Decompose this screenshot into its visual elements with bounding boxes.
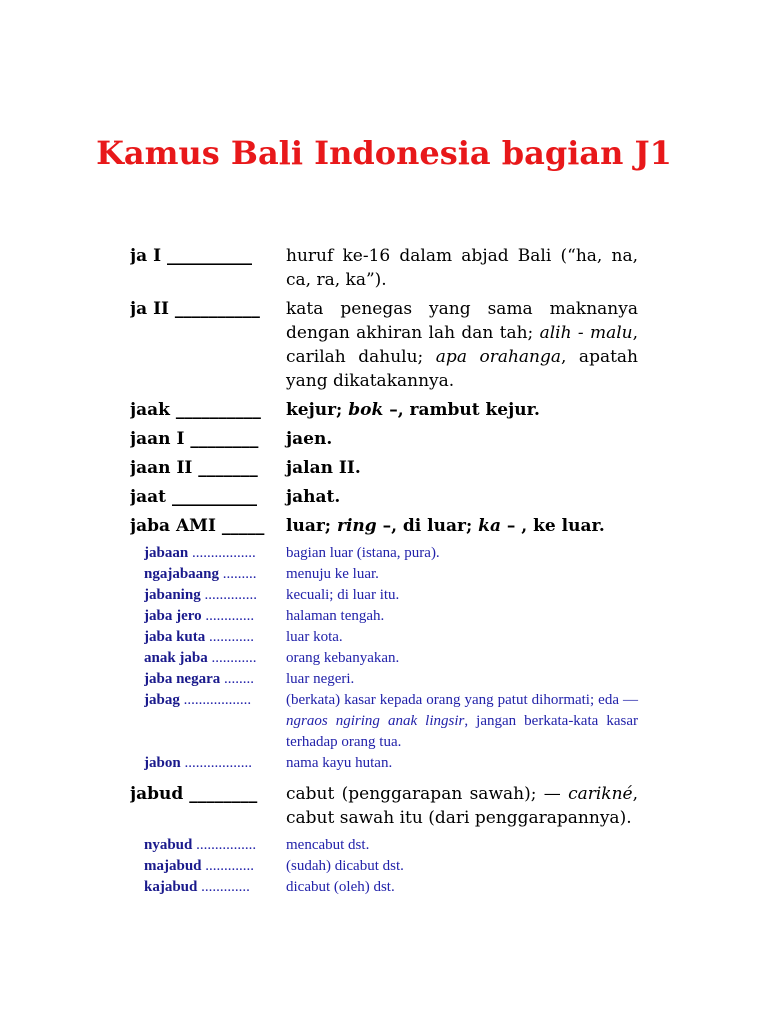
entry-headword: ja II __________ bbox=[130, 299, 260, 319]
entry-headword: jabud ________ bbox=[130, 784, 258, 804]
page-title: Kamus Bali Indonesia bagian J1 bbox=[96, 134, 672, 172]
sub-entry-definition: nama kayu hutan. bbox=[286, 755, 393, 771]
sub-entry bbox=[144, 856, 638, 877]
sub-entry-definition: orang kebanyakan. bbox=[286, 650, 400, 666]
dictionary-entry bbox=[130, 427, 638, 451]
sub-entry-definition: (sudah) dicabut dst. bbox=[286, 858, 404, 874]
dictionary-entry bbox=[130, 514, 638, 538]
sub-entry bbox=[144, 669, 638, 690]
entry-definition: jahat. bbox=[286, 487, 341, 507]
sub-entry bbox=[144, 627, 638, 648]
entry-definition: jalan II. bbox=[286, 458, 361, 478]
sub-entry-definition: halaman tengah. bbox=[286, 608, 385, 624]
entry-headword: jaak __________ bbox=[130, 400, 261, 420]
sub-entry-headword: jaba kuta ............ bbox=[144, 629, 255, 645]
sub-entry bbox=[144, 585, 638, 606]
sub-entry bbox=[144, 543, 638, 564]
sub-entry bbox=[144, 648, 638, 669]
sub-entry-definition: mencabut dst. bbox=[286, 837, 370, 853]
sub-entry-headword: jabaning .............. bbox=[144, 587, 257, 603]
dictionary-entry bbox=[130, 485, 638, 509]
dictionary-entry bbox=[130, 398, 638, 422]
entry-definition: kejur; bok –, rambut kejur. bbox=[286, 400, 540, 420]
sub-entry-headword: ngajabaang ......... bbox=[144, 566, 257, 582]
sub-entry-definition: luar negeri. bbox=[286, 671, 355, 687]
sub-entry bbox=[144, 564, 638, 585]
sub-entry-definition: dicabut (oleh) dst. bbox=[286, 879, 395, 895]
dictionary-entry bbox=[130, 456, 638, 480]
sub-entry bbox=[144, 877, 638, 898]
sub-entry-headword: kajabud ............. bbox=[144, 879, 250, 895]
sub-entry-headword: majabud ............. bbox=[144, 858, 255, 874]
sub-entry-headword: jabag .................. bbox=[144, 692, 252, 708]
dictionary-entry bbox=[130, 244, 638, 292]
sub-entry-definition: kecuali; di luar itu. bbox=[286, 587, 400, 603]
sub-entry-headword: nyabud ................ bbox=[144, 837, 257, 853]
dictionary-entries bbox=[130, 244, 638, 906]
sub-entry-headword: jaba jero ............. bbox=[144, 608, 255, 624]
sub-entry bbox=[144, 835, 638, 856]
entry-definition: jaen. bbox=[286, 429, 333, 449]
sub-entry-definition: menuju ke luar. bbox=[286, 566, 379, 582]
sub-entry-headword: anak jaba ............ bbox=[144, 650, 257, 666]
entry-definition: luar; ring –, di luar; ka – , ke luar. bbox=[286, 516, 605, 536]
sub-entry-definition: bagian luar (istana, pura). bbox=[286, 545, 440, 561]
sub-entry-definition: luar kota. bbox=[286, 629, 343, 645]
entry-headword: ja I __________ bbox=[130, 246, 252, 266]
sub-entry bbox=[144, 690, 638, 753]
dictionary-entry bbox=[130, 782, 638, 830]
sub-entry-headword: jabon .................. bbox=[144, 755, 252, 771]
entry-definition: huruf ke-16 dalam abjad Bali (“ha, na, ca, ra, ka”). bbox=[286, 246, 638, 290]
sub-entries bbox=[130, 835, 638, 898]
entry-headword: jaan II _______ bbox=[130, 458, 258, 478]
dictionary-entry bbox=[130, 297, 638, 393]
sub-entry-definition: (berkata) kasar kepada orang yang patut dihormati; eda — ngraos ngiring anak lingsir, jangan berkata-kata kasar terhadap orang tua. bbox=[286, 692, 638, 750]
sub-entry-headword: jaba negara ........ bbox=[144, 671, 254, 687]
entry-definition: cabut (penggarapan sawah); — carikné, cabut sawah itu (dari penggarapannya). bbox=[286, 784, 638, 828]
entry-headword: jaba AMI _____ bbox=[130, 516, 265, 536]
entry-definition: kata penegas yang sama maknanya dengan akhiran lah dan tah; alih - malu, carilah dahulu; apa orahanga, apatah yang dikatakannya. bbox=[286, 299, 638, 391]
sub-entries bbox=[130, 543, 638, 774]
sub-entry-headword: jabaan ................. bbox=[144, 545, 256, 561]
entry-headword: jaat __________ bbox=[130, 487, 257, 507]
entry-headword: jaan I ________ bbox=[130, 429, 259, 449]
sub-entry bbox=[144, 753, 638, 774]
sub-entry bbox=[144, 606, 638, 627]
